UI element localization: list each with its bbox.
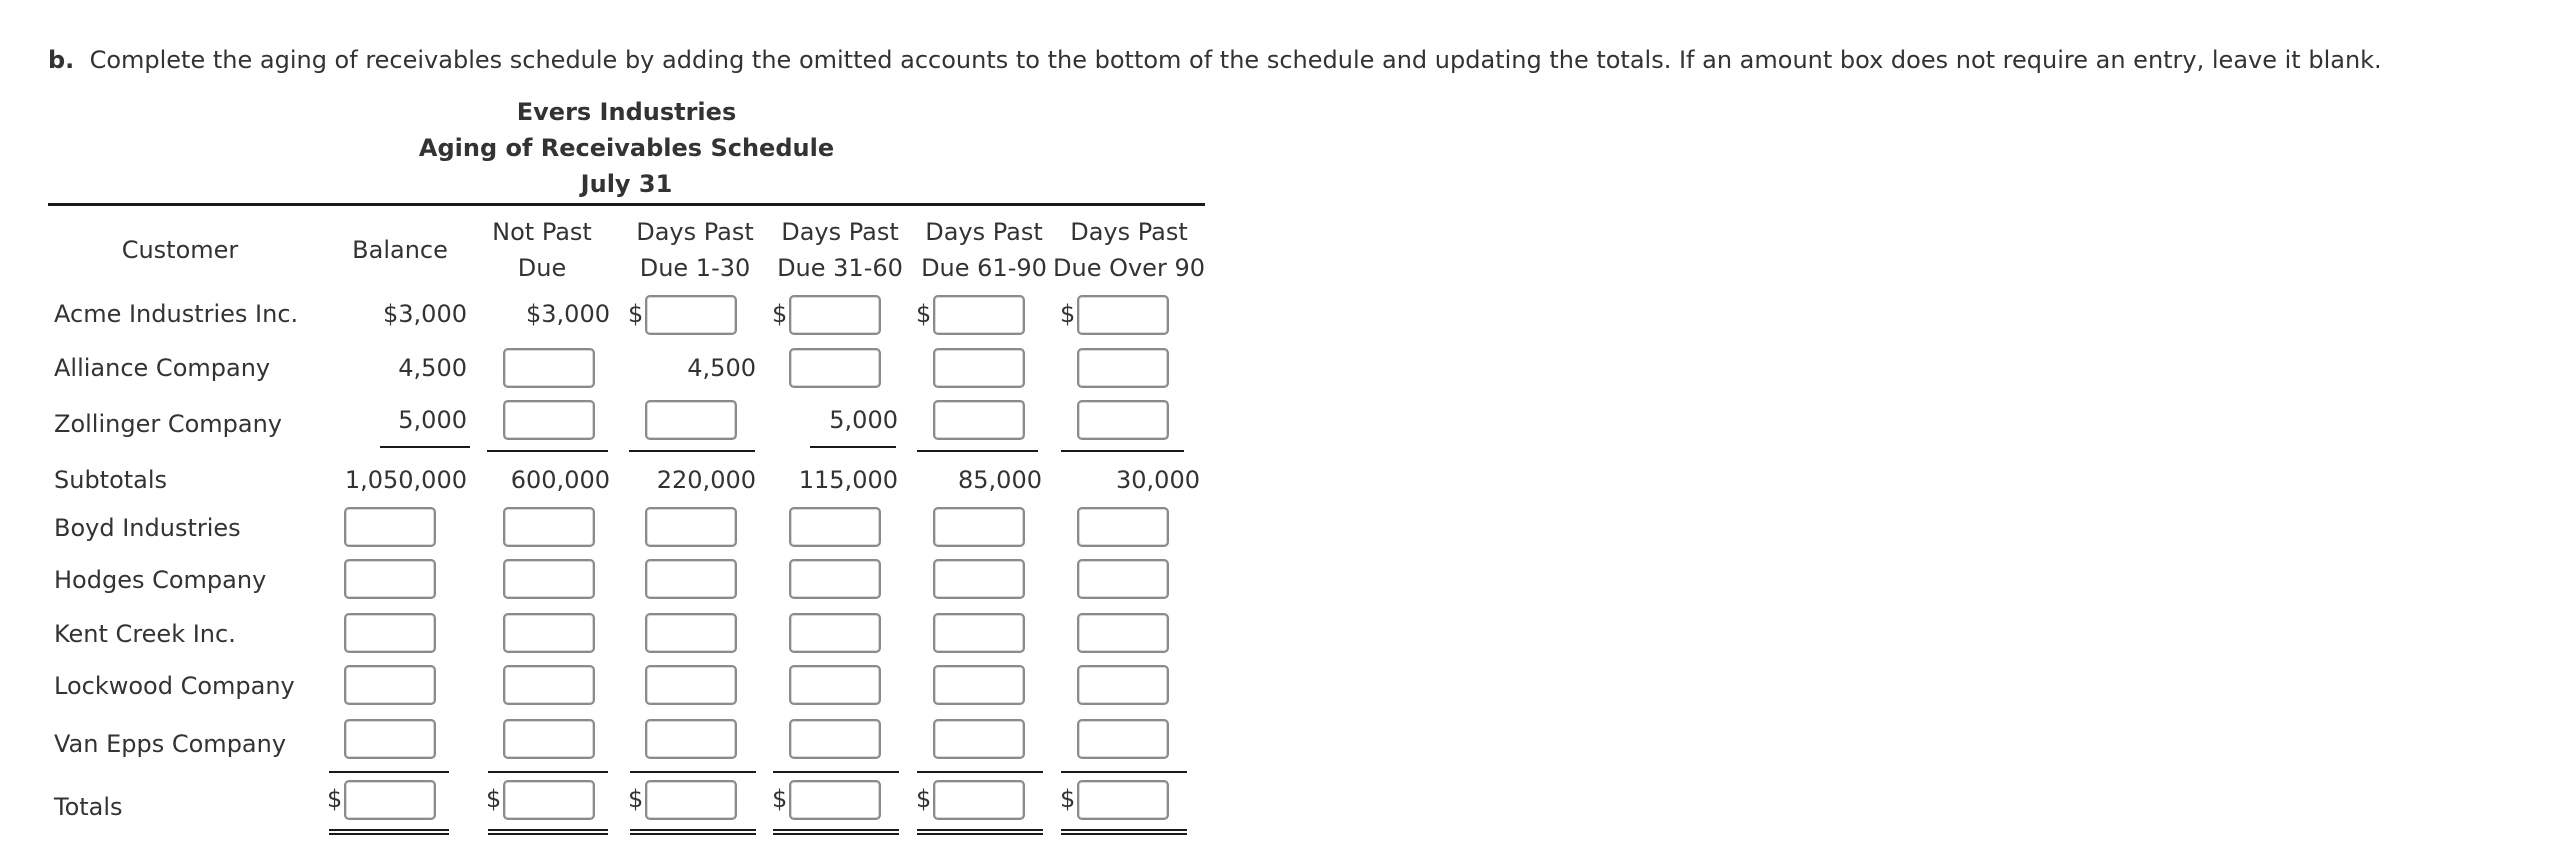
row-alliance-not-past-due-input[interactable] xyxy=(503,348,595,388)
row-subtotals-31-60: 115,000 xyxy=(798,466,898,494)
kent-creek-61-90-input[interactable] xyxy=(933,613,1025,653)
totals-rule-1-30 xyxy=(630,771,756,773)
col-header-over-90-1: Days Past xyxy=(1070,218,1188,246)
row-acme-over-90-input[interactable] xyxy=(1077,295,1169,335)
totals-1-30-dollar: $ xyxy=(628,785,644,813)
instruction-label: b. xyxy=(48,46,75,74)
row-zollinger-balance: 5,000 xyxy=(398,406,467,434)
van-epps-over-90-input[interactable] xyxy=(1077,719,1169,759)
row-alliance-1-30: 4,500 xyxy=(687,354,756,382)
col-header-customer: Customer xyxy=(121,236,239,264)
totals-double-rule-not-past-due xyxy=(488,829,608,835)
kent-creek-balance-input[interactable] xyxy=(344,613,436,653)
totals-31-60-dollar: $ xyxy=(772,785,788,813)
schedule-date: July 31 xyxy=(580,170,673,198)
row-zollinger-31-60: 5,000 xyxy=(829,406,898,434)
col-header-not-past-due-1: Not Past xyxy=(492,218,592,246)
totals-not-past-due-dollar: $ xyxy=(486,785,502,813)
underline-not-past-due xyxy=(487,450,608,452)
col-header-balance: Balance xyxy=(352,236,448,264)
totals-balance-input[interactable] xyxy=(344,780,436,820)
lockwood-31-60-input[interactable] xyxy=(789,665,881,705)
kent-creek-31-60-input[interactable] xyxy=(789,613,881,653)
van-epps-61-90-input[interactable] xyxy=(933,719,1025,759)
instruction xyxy=(48,46,2382,74)
totals-double-rule-1-30 xyxy=(630,829,756,835)
underline-31-60 xyxy=(810,446,896,448)
underline-balance xyxy=(380,446,470,448)
row-subtotals-not-past-due: 600,000 xyxy=(510,466,610,494)
col-header-not-past-due-2: Due xyxy=(517,254,567,282)
van-epps-1-30-input[interactable] xyxy=(645,719,737,759)
totals-double-rule-balance xyxy=(329,829,449,835)
col-header-61-90-2: Due 61-90 xyxy=(921,254,1047,282)
totals-over-90-dollar: $ xyxy=(1060,785,1076,813)
row-alliance-over-90-input[interactable] xyxy=(1077,348,1169,388)
row-acme-31-60-dollar: $ xyxy=(772,300,788,328)
lockwood-balance-input[interactable] xyxy=(344,665,436,705)
row-subtotals-name: Subtotals xyxy=(54,466,168,494)
col-header-1-30-1: Days Past xyxy=(636,218,754,246)
col-header-over-90-2: Due Over 90 xyxy=(1053,254,1205,282)
totals-double-rule-over-90 xyxy=(1061,829,1187,835)
totals-balance-dollar: $ xyxy=(327,785,343,813)
omitted-account-name: Hodges Company xyxy=(54,566,267,594)
underline-over-90 xyxy=(1061,450,1184,452)
boyd-61-90-input[interactable] xyxy=(933,507,1025,547)
totals-not-past-due-input[interactable] xyxy=(503,780,595,820)
row-acme-61-90-dollar: $ xyxy=(916,300,932,328)
row-zollinger-not-past-due-input[interactable] xyxy=(503,400,595,440)
hodges-over-90-input[interactable] xyxy=(1077,559,1169,599)
totals-61-90-dollar: $ xyxy=(916,785,932,813)
row-acme-1-30-input[interactable] xyxy=(645,295,737,335)
totals-over-90-input[interactable] xyxy=(1077,780,1169,820)
totals-rule-31-60 xyxy=(773,771,899,773)
totals-rule-over-90 xyxy=(1061,771,1187,773)
instruction-text: Complete the aging of receivables schedule by adding the omitted accounts to the bottom of the schedule and updating the totals. If an amount box does not require an entry, leave it blank. xyxy=(89,46,2382,74)
kent-creek-over-90-input[interactable] xyxy=(1077,613,1169,653)
kent-creek-1-30-input[interactable] xyxy=(645,613,737,653)
company-name: Evers Industries xyxy=(516,98,737,126)
lockwood-over-90-input[interactable] xyxy=(1077,665,1169,705)
row-zollinger-name: Zollinger Company xyxy=(54,410,283,438)
row-zollinger-61-90-input[interactable] xyxy=(933,400,1025,440)
row-acme-61-90-input[interactable] xyxy=(933,295,1025,335)
omitted-account-name: Kent Creek Inc. xyxy=(54,620,236,648)
row-alliance-31-60-input[interactable] xyxy=(789,348,881,388)
totals-61-90-input[interactable] xyxy=(933,780,1025,820)
row-acme-1-30-dollar: $ xyxy=(628,300,644,328)
hodges-31-60-input[interactable] xyxy=(789,559,881,599)
underline-1-30 xyxy=(629,450,755,452)
totals-31-60-input[interactable] xyxy=(789,780,881,820)
row-acme-name: Acme Industries Inc. xyxy=(54,300,299,328)
lockwood-not-past-due-input[interactable] xyxy=(503,665,595,705)
row-alliance-61-90-input[interactable] xyxy=(933,348,1025,388)
totals-rule-not-past-due xyxy=(488,771,608,773)
boyd-balance-input[interactable] xyxy=(344,507,436,547)
row-totals-name: Totals xyxy=(54,793,123,821)
totals-rule-balance xyxy=(329,771,449,773)
col-header-31-60-2: Due 31-60 xyxy=(777,254,903,282)
col-header-61-90-1: Days Past xyxy=(925,218,1043,246)
row-acme-balance: $3,000 xyxy=(383,300,467,328)
kent-creek-not-past-due-input[interactable] xyxy=(503,613,595,653)
row-alliance-name: Alliance Company xyxy=(54,354,271,382)
row-subtotals-balance: 1,050,000 xyxy=(344,466,467,494)
totals-rule-61-90 xyxy=(917,771,1043,773)
row-subtotals-over-90: 30,000 xyxy=(1116,466,1200,494)
totals-double-rule-31-60 xyxy=(773,829,899,835)
omitted-account-name: Boyd Industries xyxy=(54,514,241,542)
van-epps-31-60-input[interactable] xyxy=(789,719,881,759)
header-rule xyxy=(48,203,1205,206)
lockwood-61-90-input[interactable] xyxy=(933,665,1025,705)
van-epps-not-past-due-input[interactable] xyxy=(503,719,595,759)
omitted-account-name: Van Epps Company xyxy=(54,730,287,758)
row-zollinger-1-30-input[interactable] xyxy=(645,400,737,440)
hodges-balance-input[interactable] xyxy=(344,559,436,599)
hodges-1-30-input[interactable] xyxy=(645,559,737,599)
row-acme-31-60-input[interactable] xyxy=(789,295,881,335)
hodges-not-past-due-input[interactable] xyxy=(503,559,595,599)
boyd-not-past-due-input[interactable] xyxy=(503,507,595,547)
schedule-title: Aging of Receivables Schedule xyxy=(418,134,835,162)
col-header-31-60-1: Days Past xyxy=(781,218,899,246)
underline-61-90 xyxy=(917,450,1038,452)
boyd-31-60-input[interactable] xyxy=(789,507,881,547)
totals-1-30-input[interactable] xyxy=(645,780,737,820)
omitted-account-name: Lockwood Company xyxy=(54,672,295,700)
row-acme-over-90-dollar: $ xyxy=(1060,300,1076,328)
row-zollinger-over-90-input[interactable] xyxy=(1077,400,1169,440)
row-alliance-balance: 4,500 xyxy=(398,354,467,382)
boyd-1-30-input[interactable] xyxy=(645,507,737,547)
row-subtotals-61-90: 85,000 xyxy=(958,466,1042,494)
hodges-61-90-input[interactable] xyxy=(933,559,1025,599)
row-subtotals-1-30: 220,000 xyxy=(656,466,756,494)
col-header-1-30-2: Due 1-30 xyxy=(639,254,751,282)
totals-double-rule-61-90 xyxy=(917,829,1043,835)
row-acme-not-past-due: $3,000 xyxy=(526,300,610,328)
boyd-over-90-input[interactable] xyxy=(1077,507,1169,547)
lockwood-1-30-input[interactable] xyxy=(645,665,737,705)
van-epps-balance-input[interactable] xyxy=(344,719,436,759)
